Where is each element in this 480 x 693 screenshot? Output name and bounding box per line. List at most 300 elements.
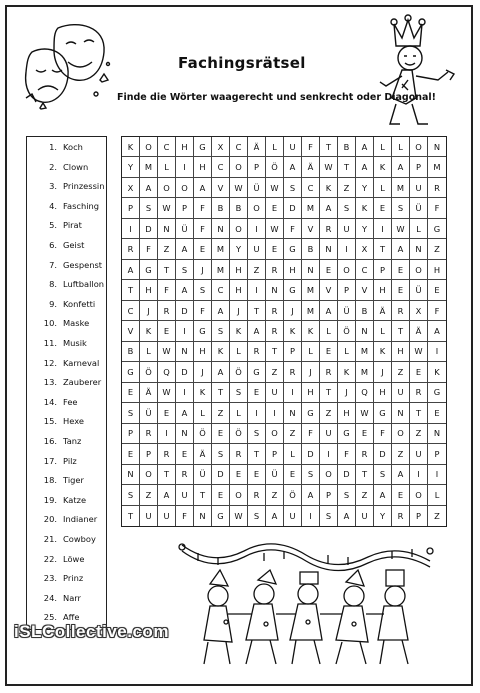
grid-cell: M	[302, 301, 320, 321]
grid-cell: P	[266, 444, 284, 464]
word-number: 3.	[49, 181, 57, 192]
grid-cell: Z	[428, 239, 446, 259]
grid-cell: O	[410, 260, 428, 280]
grid-cell: A	[356, 157, 374, 177]
grid-cell: R	[410, 383, 428, 403]
grid-cell: O	[410, 485, 428, 505]
grid-cell: T	[212, 383, 230, 403]
grid-cell: E	[248, 465, 266, 485]
grid-cell: R	[230, 444, 248, 464]
grid-cell: B	[356, 301, 374, 321]
word-list	[26, 136, 107, 630]
grid-cell: G	[194, 321, 212, 341]
grid-cell: D	[284, 198, 302, 218]
grid-cell: M	[392, 178, 410, 198]
grid-cell: H	[428, 260, 446, 280]
grid-cell: N	[320, 239, 338, 259]
grid-cell: F	[302, 424, 320, 444]
grid-cell: O	[266, 424, 284, 444]
grid-cell: O	[230, 219, 248, 239]
grid-cell: H	[374, 280, 392, 300]
grid-cell: C	[212, 280, 230, 300]
grid-cell: L	[374, 321, 392, 341]
word-label: Zauberer	[63, 377, 102, 388]
grid-cell: Z	[356, 485, 374, 505]
grid-cell: J	[338, 383, 356, 403]
word-number: 7.	[49, 259, 57, 270]
grid-cell: O	[410, 137, 428, 157]
grid-cell: K	[428, 362, 446, 382]
grid-cell: T	[122, 280, 140, 300]
word-list-item	[27, 612, 80, 622]
grid-cell: O	[320, 465, 338, 485]
grid-cell: L	[320, 321, 338, 341]
instruction-text: Finde die Wörter waagerecht und senkrecht oder Diagonal!	[117, 92, 436, 103]
grid-cell: R	[284, 362, 302, 382]
grid-cell: E	[410, 362, 428, 382]
grid-cell: J	[374, 362, 392, 382]
word-number: 23.	[43, 573, 57, 584]
word-number: 8.	[49, 279, 57, 290]
grid-cell: I	[266, 403, 284, 423]
grid-cell: P	[284, 342, 302, 362]
grid-cell: E	[392, 280, 410, 300]
page-title: Fachingsrätsel	[178, 54, 306, 72]
jester-icon	[372, 14, 462, 134]
grid-cell: O	[140, 465, 158, 485]
word-list-item	[27, 299, 95, 309]
grid-cell: S	[212, 321, 230, 341]
grid-cell: P	[176, 198, 194, 218]
grid-cell: H	[284, 260, 302, 280]
grid-cell: C	[212, 157, 230, 177]
grid-cell: I	[122, 219, 140, 239]
grid-cell: E	[176, 444, 194, 464]
grid-cell: N	[284, 403, 302, 423]
word-number: 19.	[43, 494, 57, 505]
word-label: Narr	[63, 592, 81, 603]
grid-cell: N	[428, 137, 446, 157]
grid-cell: M	[302, 280, 320, 300]
grid-cell: E	[122, 383, 140, 403]
grid-cell: X	[410, 301, 428, 321]
grid-cell: S	[248, 506, 266, 526]
grid-cell: S	[284, 178, 302, 198]
word-label: Pilz	[63, 455, 77, 466]
grid-cell: L	[266, 137, 284, 157]
grid-cell: X	[122, 178, 140, 198]
word-list-item	[27, 279, 104, 289]
grid-cell: G	[374, 403, 392, 423]
grid-cell: O	[248, 198, 266, 218]
grid-cell: F	[194, 198, 212, 218]
word-label: Karneval	[63, 357, 100, 368]
grid-cell: F	[194, 301, 212, 321]
word-number: 21.	[43, 534, 57, 544]
grid-cell: S	[122, 485, 140, 505]
grid-cell: I	[428, 465, 446, 485]
grid-cell: W	[356, 403, 374, 423]
grid-cell: I	[338, 239, 356, 259]
grid-cell: N	[302, 260, 320, 280]
word-list-item	[27, 397, 78, 407]
grid-cell: R	[158, 301, 176, 321]
grid-cell: J	[140, 301, 158, 321]
grid-cell: D	[176, 301, 194, 321]
grid-cell: W	[392, 219, 410, 239]
word-list-item	[27, 201, 99, 211]
grid-cell: N	[212, 219, 230, 239]
grid-cell: S	[374, 465, 392, 485]
grid-cell: E	[266, 239, 284, 259]
grid-cell: J	[194, 362, 212, 382]
grid-cell: B	[212, 198, 230, 218]
grid-cell: A	[266, 506, 284, 526]
grid-cell: D	[374, 444, 392, 464]
grid-cell: C	[230, 137, 248, 157]
grid-cell: A	[176, 403, 194, 423]
word-label: Musik	[63, 338, 87, 348]
word-label: Löwe	[63, 553, 85, 564]
grid-cell: D	[302, 444, 320, 464]
grid-cell: Ä	[410, 321, 428, 341]
grid-cell: N	[410, 239, 428, 259]
grid-cell: U	[284, 506, 302, 526]
grid-cell: E	[356, 424, 374, 444]
grid-cell: Z	[320, 403, 338, 423]
grid-cell: T	[194, 485, 212, 505]
grid-cell: A	[320, 301, 338, 321]
word-number: 2.	[49, 161, 57, 172]
grid-cell: I	[320, 444, 338, 464]
word-label: Affe	[63, 612, 80, 623]
word-number: 13.	[43, 377, 57, 388]
word-label: Fee	[63, 396, 78, 407]
grid-cell: R	[266, 260, 284, 280]
grid-cell: D	[338, 465, 356, 485]
grid-cell: G	[212, 506, 230, 526]
word-number: 12.	[43, 357, 57, 368]
grid-cell: L	[338, 342, 356, 362]
grid-cell: R	[122, 239, 140, 259]
grid-cell: N	[356, 321, 374, 341]
grid-cell: W	[230, 506, 248, 526]
grid-cell: S	[392, 198, 410, 218]
grid-cell: I	[428, 342, 446, 362]
grid-cell: P	[374, 260, 392, 280]
grid-cell: N	[176, 424, 194, 444]
grid-cell: H	[140, 280, 158, 300]
grid-cell: E	[428, 280, 446, 300]
grid-cell: Ü	[338, 301, 356, 321]
grid-cell: Ü	[176, 219, 194, 239]
word-number: 24.	[43, 592, 57, 603]
grid-cell: Z	[266, 362, 284, 382]
word-list-item	[27, 495, 86, 505]
word-number: 11.	[43, 338, 57, 348]
grid-cell: P	[140, 444, 158, 464]
masks-icon	[18, 18, 116, 116]
grid-cell: A	[122, 260, 140, 280]
grid-cell: A	[194, 178, 212, 198]
word-number: 9.	[49, 298, 57, 309]
grid-cell: A	[212, 301, 230, 321]
word-number: 6.	[49, 240, 57, 250]
word-list-item	[27, 554, 84, 564]
grid-cell: U	[356, 506, 374, 526]
grid-cell: N	[266, 280, 284, 300]
grid-cell: Ü	[410, 280, 428, 300]
grid-cell: Ö	[230, 424, 248, 444]
grid-cell: C	[356, 260, 374, 280]
grid-cell: I	[248, 219, 266, 239]
word-label: Prinzessin	[63, 181, 105, 192]
grid-cell: N	[122, 465, 140, 485]
grid-cell: Z	[158, 239, 176, 259]
word-label: Gespenst	[63, 259, 103, 270]
grid-cell: B	[302, 239, 320, 259]
grid-cell: Y	[356, 178, 374, 198]
grid-cell: P	[122, 198, 140, 218]
grid-cell: D	[176, 362, 194, 382]
grid-cell: Z	[284, 424, 302, 444]
grid-cell: Z	[212, 403, 230, 423]
grid-cell: P	[410, 157, 428, 177]
grid-cell: S	[248, 424, 266, 444]
grid-cell: T	[266, 342, 284, 362]
grid-cell: G	[284, 280, 302, 300]
word-list-item	[27, 514, 97, 524]
grid-cell: R	[392, 301, 410, 321]
word-label: Koch	[63, 142, 83, 152]
grid-cell: O	[176, 178, 194, 198]
grid-cell: E	[212, 424, 230, 444]
grid-cell: D	[140, 219, 158, 239]
grid-cell: Q	[158, 362, 176, 382]
word-label: Tiger	[63, 475, 84, 486]
grid-cell: A	[248, 321, 266, 341]
grid-cell: L	[374, 178, 392, 198]
grid-cell: N	[428, 424, 446, 444]
grid-cell: H	[338, 403, 356, 423]
word-search-grid	[121, 136, 447, 527]
grid-cell: P	[428, 444, 446, 464]
grid-cell: N	[194, 506, 212, 526]
word-number: 20.	[43, 514, 57, 525]
grid-cell: X	[356, 239, 374, 259]
grid-cell: Z	[434, 510, 440, 521]
grid-cell: Y	[356, 219, 374, 239]
grid-cell: R	[428, 178, 446, 198]
grid-cell: M	[356, 362, 374, 382]
grid-cell: K	[356, 198, 374, 218]
word-list-item	[27, 358, 99, 368]
grid-cell: L	[140, 342, 158, 362]
grid-cell: B	[122, 342, 140, 362]
grid-cell: Z	[266, 485, 284, 505]
grid-cell: A	[392, 465, 410, 485]
grid-cell: V	[320, 280, 338, 300]
grid-cell: Ö	[338, 321, 356, 341]
grid-cell: L	[194, 403, 212, 423]
parade-icon	[196, 566, 426, 672]
grid-cell: K	[194, 383, 212, 403]
word-label: Katze	[63, 494, 87, 505]
grid-cell: E	[284, 465, 302, 485]
word-list-item	[27, 181, 105, 191]
grid-cell: T	[158, 260, 176, 280]
word-number: 15.	[43, 416, 57, 427]
grid-cell: S	[140, 198, 158, 218]
grid-cell: I	[158, 424, 176, 444]
grid-cell: J	[194, 260, 212, 280]
grid-cell: W	[158, 198, 176, 218]
grid-cell: U	[320, 424, 338, 444]
grid-cell: Ä	[194, 444, 212, 464]
grid-cell: I	[248, 280, 266, 300]
grid-cell: V	[212, 178, 230, 198]
grid-cell: R	[176, 465, 194, 485]
grid-cell: H	[230, 260, 248, 280]
word-number: 16.	[43, 436, 57, 446]
grid-cell: E	[158, 403, 176, 423]
grid-cell: I	[248, 403, 266, 423]
grid-cell: E	[392, 260, 410, 280]
grid-cell: E	[230, 465, 248, 485]
grid-cell: G	[302, 403, 320, 423]
grid-cell: P	[338, 280, 356, 300]
grid-cell: T	[122, 506, 140, 526]
grid-cell: I	[176, 157, 194, 177]
word-number: 18.	[43, 475, 57, 486]
grid-cell: K	[122, 137, 140, 157]
word-label: Cowboy	[63, 534, 96, 544]
grid-cell: L	[230, 403, 248, 423]
grid-cell: F	[338, 444, 356, 464]
grid-cell: Z	[392, 444, 410, 464]
grid-cell: U	[248, 239, 266, 259]
grid-cell: K	[302, 321, 320, 341]
grid-cell: F	[284, 219, 302, 239]
grid-cell: A	[158, 485, 176, 505]
grid-cell: Q	[356, 383, 374, 403]
grid-cell: J	[230, 301, 248, 321]
grid-cell: S	[230, 383, 248, 403]
word-list-item	[27, 475, 84, 485]
grid-cell: K	[374, 157, 392, 177]
grid-cell: T	[248, 301, 266, 321]
grid-cell: Y	[122, 157, 140, 177]
word-label: Indianer	[63, 514, 98, 525]
grid-cell: E	[320, 260, 338, 280]
grid-cell: E	[122, 444, 140, 464]
word-label: Konfetti	[63, 298, 96, 309]
grid-cell: M	[302, 198, 320, 218]
grid-cell: H	[230, 280, 248, 300]
grid-cell: M	[428, 157, 446, 177]
grid-cell: Ö	[230, 362, 248, 382]
grid-cell: G	[428, 383, 446, 403]
grid-cell: G	[284, 239, 302, 259]
grid-cell: N	[158, 219, 176, 239]
grid-cell: K	[230, 321, 248, 341]
grid-cell: Z	[338, 178, 356, 198]
grid-cell: G	[428, 219, 446, 239]
grid-cell: U	[140, 506, 158, 526]
grid-cell: Ä	[374, 301, 392, 321]
grid-cell: J	[302, 362, 320, 382]
grid-cell: W	[158, 383, 176, 403]
grid-cell: A	[356, 137, 374, 157]
grid-cell: U	[392, 383, 410, 403]
watermark-text: iSLCollective.com	[14, 622, 169, 641]
word-list-item	[27, 240, 84, 250]
grid-cell: A	[284, 157, 302, 177]
grid-cell: G	[248, 362, 266, 382]
grid-cell: I	[410, 465, 428, 485]
grid-cell: K	[284, 321, 302, 341]
grid-cell: L	[230, 342, 248, 362]
grid-cell: R	[356, 444, 374, 464]
word-list-item	[27, 593, 81, 603]
word-label: Geist	[63, 240, 85, 250]
grid-cell: Ö	[194, 424, 212, 444]
word-number: 10.	[43, 318, 57, 329]
grid-cell: T	[410, 403, 428, 423]
word-list-item	[27, 142, 83, 152]
grid-cell: U	[158, 506, 176, 526]
grid-cell: K	[374, 342, 392, 362]
grid-cell: L	[392, 137, 410, 157]
grid-cell: R	[266, 321, 284, 341]
grid-cell: N	[392, 403, 410, 423]
grid-cell: Ü	[410, 198, 428, 218]
grid-cell: S	[320, 506, 338, 526]
grid-cell: N	[176, 342, 194, 362]
grid-cell: T	[374, 239, 392, 259]
grid-cell: H	[176, 137, 194, 157]
grid-cell: U	[410, 444, 428, 464]
grid-cell: A	[302, 485, 320, 505]
grid-cell: A	[140, 178, 158, 198]
grid-cell: R	[140, 424, 158, 444]
grid-cell: E	[266, 198, 284, 218]
word-label: Clown	[63, 161, 89, 172]
grid-cell: O	[158, 178, 176, 198]
grid-cell: V	[356, 280, 374, 300]
grid-cell: C	[302, 178, 320, 198]
word-number: 1.	[49, 142, 57, 152]
grid-cell: W	[320, 157, 338, 177]
grid-cell: G	[140, 260, 158, 280]
grid-cell: Ö	[140, 362, 158, 382]
grid-cell: R	[248, 485, 266, 505]
grid-cell: Ü	[140, 403, 158, 423]
grid-cell: L	[158, 157, 176, 177]
grid-cell: Z	[248, 260, 266, 280]
grid-cell: T	[392, 321, 410, 341]
word-list-item	[27, 220, 82, 230]
grid-cell: E	[194, 239, 212, 259]
grid-cell: F	[302, 137, 320, 157]
grid-cell: E	[158, 321, 176, 341]
grid-cell: U	[410, 178, 428, 198]
word-label: Fasching	[63, 200, 100, 211]
grid-cell: Ü	[248, 178, 266, 198]
grid-cell: S	[338, 198, 356, 218]
grid-cell: U	[338, 219, 356, 239]
grid-cell: Ü	[194, 465, 212, 485]
